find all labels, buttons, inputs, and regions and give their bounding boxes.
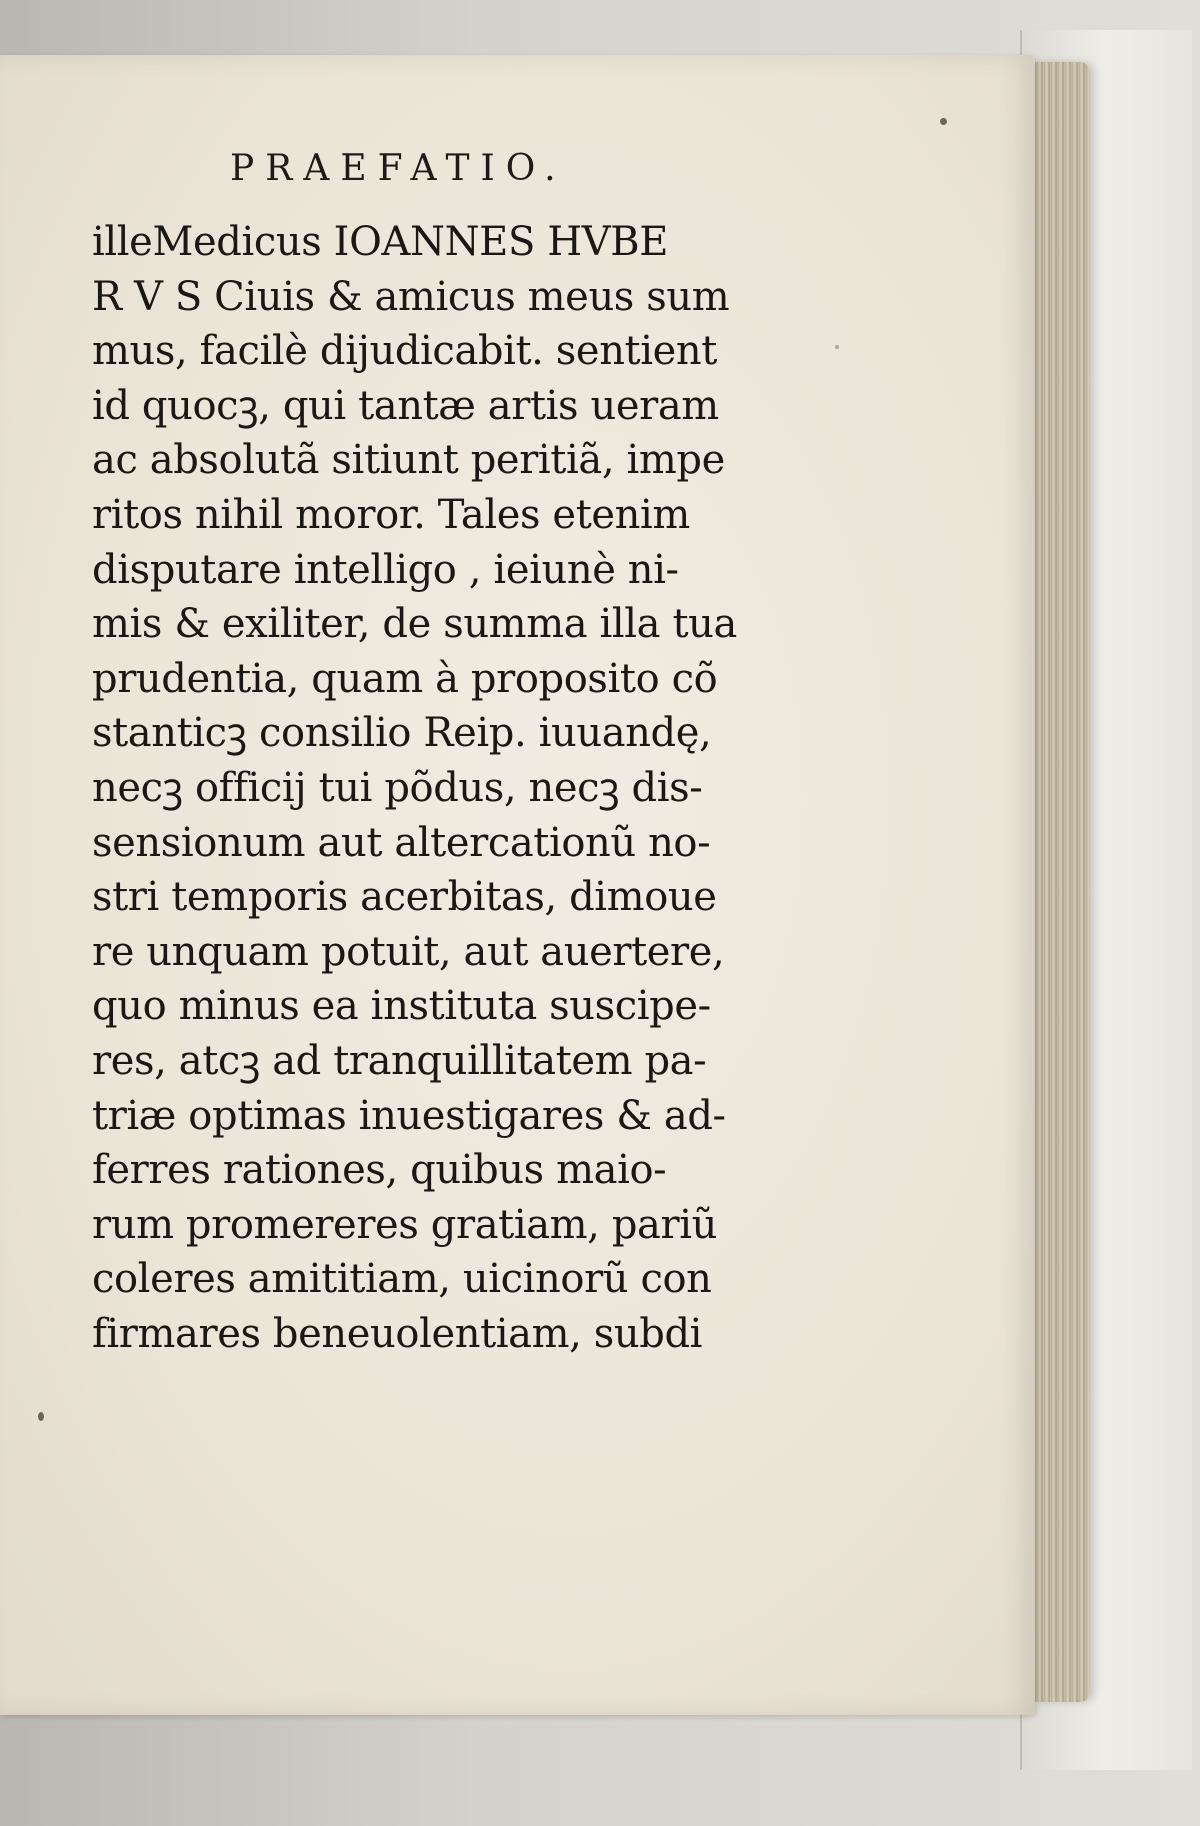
text-line: illeMedicus IOANNES HVBE (92, 219, 669, 265)
text-line: stri temporis acerbitas, dimoue (92, 874, 717, 921)
paper-speck (940, 118, 947, 125)
text-line: R V S Ciuis & amicus meus sum (92, 273, 730, 320)
text-line: firmares beneuolentiam, subdi (92, 1310, 703, 1357)
text-line: ac absolutã sitiunt peritiã, impe (92, 437, 725, 484)
text-line: ritos nihil moror. Tales etenim (92, 491, 690, 538)
text-line: sensionum aut altercationũ no- (92, 819, 711, 866)
text-line: coleres amititiam, uicinorũ con (92, 1256, 712, 1303)
text-line: rum promereres gratiam, pariũ (92, 1201, 717, 1248)
text-line: triæ optimas inuestigares & ad- (92, 1092, 726, 1139)
text-line: re unquam potuit, aut auertere, (92, 928, 725, 975)
text-line: stanticꝫ consilio Reip. iuuandę, (92, 710, 712, 757)
text-line: disputare intelligo , ieiunè ni- (92, 546, 679, 593)
paper-speck (835, 345, 839, 349)
running-head: PRAEFATIO. (230, 148, 567, 189)
text-line: necꝫ officij tui põdus, necꝫ dis- (92, 764, 703, 811)
text-line: ferres rationes, quibus maio- (92, 1147, 667, 1194)
paper-speck (38, 1412, 44, 1421)
text-line: mis & exiliter, de summa illa tua (92, 601, 737, 648)
body-text (92, 215, 772, 1361)
text-line: prudentia, quam à proposito cõ (92, 655, 718, 702)
text-line: quo minus ea instituta suscipe- (92, 983, 711, 1030)
text-line: res, atcꝫ ad tranquillitatem pa- (92, 1037, 707, 1084)
text-line: id quocꝫ, qui tantæ artis ueram (92, 382, 719, 429)
page-edges (1030, 62, 1090, 1702)
text-line: mus, facilè dijudicabit. sentient (92, 328, 717, 375)
